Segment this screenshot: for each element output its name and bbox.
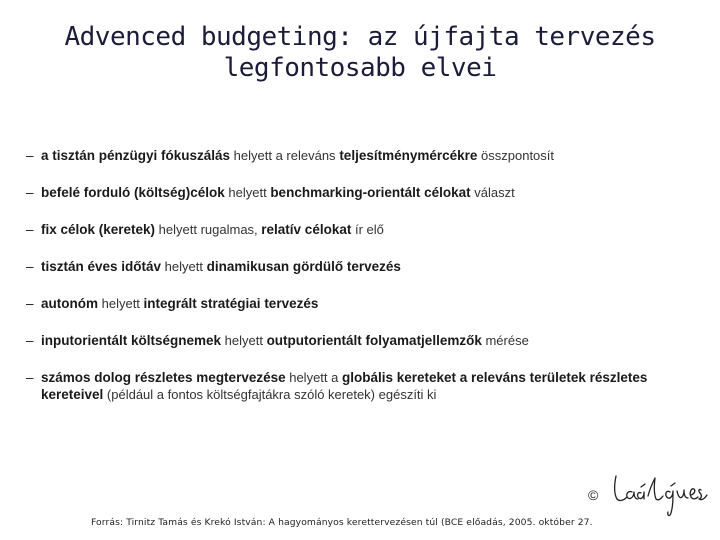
bullet-marker: – bbox=[26, 296, 34, 311]
bullet-item bbox=[26, 258, 706, 275]
bullet-text: helyett bbox=[98, 296, 144, 311]
bullet-text: helyett rugalmas, bbox=[155, 222, 262, 237]
bullet-marker: – bbox=[26, 222, 34, 237]
bullet-bold-text: relatív célokat bbox=[261, 222, 352, 237]
bullet-list bbox=[26, 147, 706, 403]
bullet-bold-text: outputorientált folyamatjellemzők bbox=[266, 333, 482, 348]
bullet-text: helyett bbox=[161, 259, 207, 274]
bullet-text: összpontosít bbox=[477, 148, 555, 163]
bullet-bold-text: integrált stratégiai tervezés bbox=[143, 296, 319, 311]
bullet-item bbox=[26, 147, 706, 164]
bullet-item bbox=[26, 332, 706, 349]
bullet-text: egészíti ki bbox=[378, 387, 437, 402]
bullet-text: helyett bbox=[221, 333, 267, 348]
bullet-marker: – bbox=[26, 370, 34, 385]
bullet-text: helyett bbox=[224, 185, 271, 200]
source-citation: Forrás: Tirnitz Tamás és Krekó István: A hagyományos kerettervezésen túl (BCE előadás, 2005. október 27. bbox=[91, 517, 593, 528]
bullet-bold-text: tisztán éves időtáv bbox=[41, 259, 162, 274]
bullet-bold-text: autonóm bbox=[41, 296, 98, 311]
bullet-bold-text: inputorientált költségnemek bbox=[41, 333, 222, 348]
bullet-bold-text: dinamikusan gördülő tervezés bbox=[206, 259, 401, 274]
bullet-text: (például a fontos költségfajtákra szóló keretek) bbox=[103, 387, 379, 402]
bullet-bold-text: teljesítménymércékre bbox=[335, 148, 478, 163]
bullet-marker: – bbox=[26, 185, 34, 200]
copyright-icon: © bbox=[588, 487, 599, 503]
bullet-bold-text: fix célok (keretek) bbox=[41, 222, 156, 237]
slide-title-line-1: Advenced budgeting: az újfajta tervezés bbox=[64, 22, 656, 52]
bullet-text: mérése bbox=[481, 333, 529, 348]
bullet-text: helyett a bbox=[285, 370, 342, 385]
bullet-text: választ bbox=[470, 185, 515, 200]
bullet-text: ír elő bbox=[351, 222, 384, 237]
handwritten-signature bbox=[610, 468, 712, 520]
slide-title bbox=[40, 22, 680, 84]
bullet-bold-text: benchmarking-orientált célokat bbox=[270, 185, 471, 200]
slide-title-line-2: legfontosabb elvei bbox=[223, 53, 497, 83]
bullet-item bbox=[26, 295, 706, 312]
bullet-text: helyett a bbox=[230, 148, 287, 163]
bullet-marker: – bbox=[26, 259, 34, 274]
bullet-marker: – bbox=[26, 333, 34, 348]
bullet-item bbox=[26, 221, 706, 238]
bullet-bold-text: befelé forduló (költség)célok bbox=[41, 185, 225, 200]
bullet-text: releváns bbox=[286, 148, 336, 163]
bullet-item bbox=[26, 369, 706, 403]
bullet-bold-text: számos dolog részletes megtervezése bbox=[41, 370, 286, 385]
bullet-bold-text: globális kereteket a releváns területek részletes kereteivel bbox=[41, 370, 648, 402]
bullet-marker: – bbox=[26, 148, 34, 163]
bullet-bold-text: a tisztán pénzügyi fókuszálás bbox=[41, 148, 231, 163]
bullet-item bbox=[26, 184, 706, 201]
